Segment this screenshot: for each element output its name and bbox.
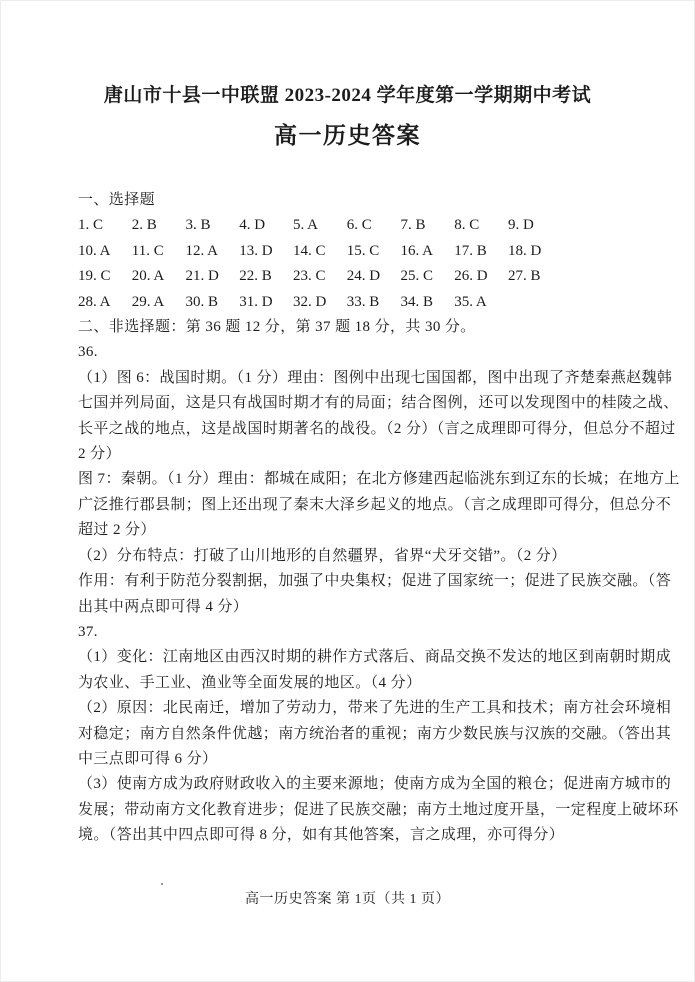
q36-text-line: 七国并列局面，这是只有战国时期才有的局面；结合图例，还可以发现图中的桂陵之战、 bbox=[78, 395, 679, 412]
q36-text-line: （2）分布特点：打破了山川地形的自然疆界，省界“犬牙交错”。（2 分） bbox=[78, 547, 567, 564]
choice-answer: 31. D bbox=[239, 293, 273, 310]
q36-text-line: 图 7：秦朝。（1 分）理由：都城在咸阳；在北方修建西起临洮东到辽东的长城；在地方上 bbox=[78, 471, 680, 488]
choice-answer: 19. C bbox=[78, 268, 111, 285]
choice-answer: 1. C bbox=[78, 217, 104, 234]
choice-answer: 2. B bbox=[131, 217, 157, 234]
choice-answer: 5. A bbox=[293, 217, 319, 234]
choice-answer: 9. D bbox=[508, 217, 534, 234]
choice-answer: 17. B bbox=[454, 242, 487, 259]
choice-answer: 10. A bbox=[78, 242, 111, 259]
choice-answer: 30. B bbox=[185, 293, 219, 310]
choice-answer: 11. C bbox=[131, 242, 164, 259]
choice-answer: 18. D bbox=[508, 242, 542, 259]
choice-answer: 22. B bbox=[239, 268, 272, 285]
q36-text-line: 超过 2 分） bbox=[78, 522, 156, 539]
choice-answer: 27. B bbox=[508, 268, 541, 285]
choice-answer: 26. D bbox=[454, 268, 488, 285]
q37-text-line: 中三点即可得 6 分） bbox=[78, 750, 218, 767]
q36-answer bbox=[78, 366, 680, 620]
choice-answer: 28. A bbox=[78, 293, 111, 310]
q36-text-line: 2 分） bbox=[78, 446, 121, 463]
choice-answer: 23. C bbox=[293, 268, 326, 285]
choice-answer: 6. C bbox=[346, 217, 372, 234]
choice-answer: 20. A bbox=[131, 268, 165, 285]
choice-answer: 32. D bbox=[293, 293, 327, 310]
page-footer: 高一历史答案 第 1页（共 1 页） bbox=[245, 892, 450, 907]
q36-text-line: 作用：有利于防范分裂割据，加强了中央集权；促进了国家统一；促进了民族交融。（答 bbox=[78, 573, 672, 590]
choice-answer: 35. A bbox=[454, 293, 487, 310]
q37-text-line: 为农业、手工业、渔业等全面发展的地区。（4 分） bbox=[78, 674, 422, 691]
choice-answer: 4. D bbox=[239, 217, 266, 234]
q37-text-line: 发展；带动南方文化教育进步；促进了民族交融；南方土地过度开垦，一定程度上破坏环 bbox=[78, 801, 679, 818]
q36-text-line: 长平之战的地点，这是战国时期著名的战役。（2 分）（言之成理即可得分，但总分不超过 bbox=[78, 420, 676, 437]
q36-text-line: 广泛推行郡县制；图上还出现了秦末大泽乡起义的地点。（言之成理即可得分，但总分不 bbox=[78, 496, 672, 513]
choice-answer: 29. A bbox=[131, 293, 165, 310]
q37-text-line: 境。（答出其中四点即可得 8 分，如有其他答案，言之成理，亦可得分） bbox=[78, 827, 565, 844]
q36-text-line: 出其中两点即可得 4 分） bbox=[78, 598, 249, 615]
choice-answer: 34. B bbox=[400, 293, 434, 310]
choice-answer: 24. D bbox=[346, 268, 381, 285]
answer-sheet-title: 高一历史答案 bbox=[274, 123, 421, 148]
q37-text-line: 对稳定；南方自然条件优越；南方统治者的重视；南方少数民族与汉族的交融。（答出其 bbox=[78, 725, 672, 742]
choice-answer: 7. B bbox=[400, 217, 426, 234]
q37-text-line: （1）变化：江南地区由西汉时期的耕作方式落后、商品交换不发达的地区到南朝时期成 bbox=[78, 649, 672, 666]
q37-number: 37. bbox=[78, 623, 98, 640]
q37-answer bbox=[78, 645, 679, 848]
stray-mark bbox=[161, 883, 163, 885]
exam-title: 唐山市十县一中联盟 2023-2024 学年度第一学期期中考试 bbox=[103, 85, 592, 106]
document-body bbox=[78, 188, 680, 849]
choice-answer: 12. A bbox=[185, 242, 219, 259]
choice-answer: 15. C bbox=[346, 242, 380, 259]
choice-section-heading: 一、选择题 bbox=[78, 192, 156, 208]
choice-answer: 16. A bbox=[400, 242, 434, 259]
choice-answer: 14. C bbox=[293, 242, 326, 259]
choice-answer: 21. D bbox=[185, 268, 219, 285]
choice-answers-grid bbox=[78, 213, 583, 315]
choice-answer: 8. C bbox=[454, 217, 480, 234]
free-response-heading: 二、非选择题：第 36 题 12 分，第 37 题 18 分，共 30 分。 bbox=[78, 319, 476, 336]
q37-text-line: （3）使南方成为政府财政收入的主要来源地；使南方成为全国的粮仓；促进南方城市的 bbox=[78, 776, 672, 793]
q37-text-line: （2）原因：北民南迁，增加了劳动力，带来了先进的生产工具和技术；南方社会环境相 bbox=[78, 700, 672, 717]
q36-number: 36. bbox=[78, 344, 98, 361]
choice-answer: 33. B bbox=[346, 293, 380, 310]
choice-answer: 13. D bbox=[239, 242, 273, 259]
q36-text-line: （1）图 6：战国时期。（1 分）理由：图例中出现七国国都，图中出现了齐楚秦燕赵魏韩 bbox=[78, 369, 673, 386]
choice-answer: 3. B bbox=[185, 217, 211, 234]
choice-answer: 25. C bbox=[400, 268, 434, 285]
